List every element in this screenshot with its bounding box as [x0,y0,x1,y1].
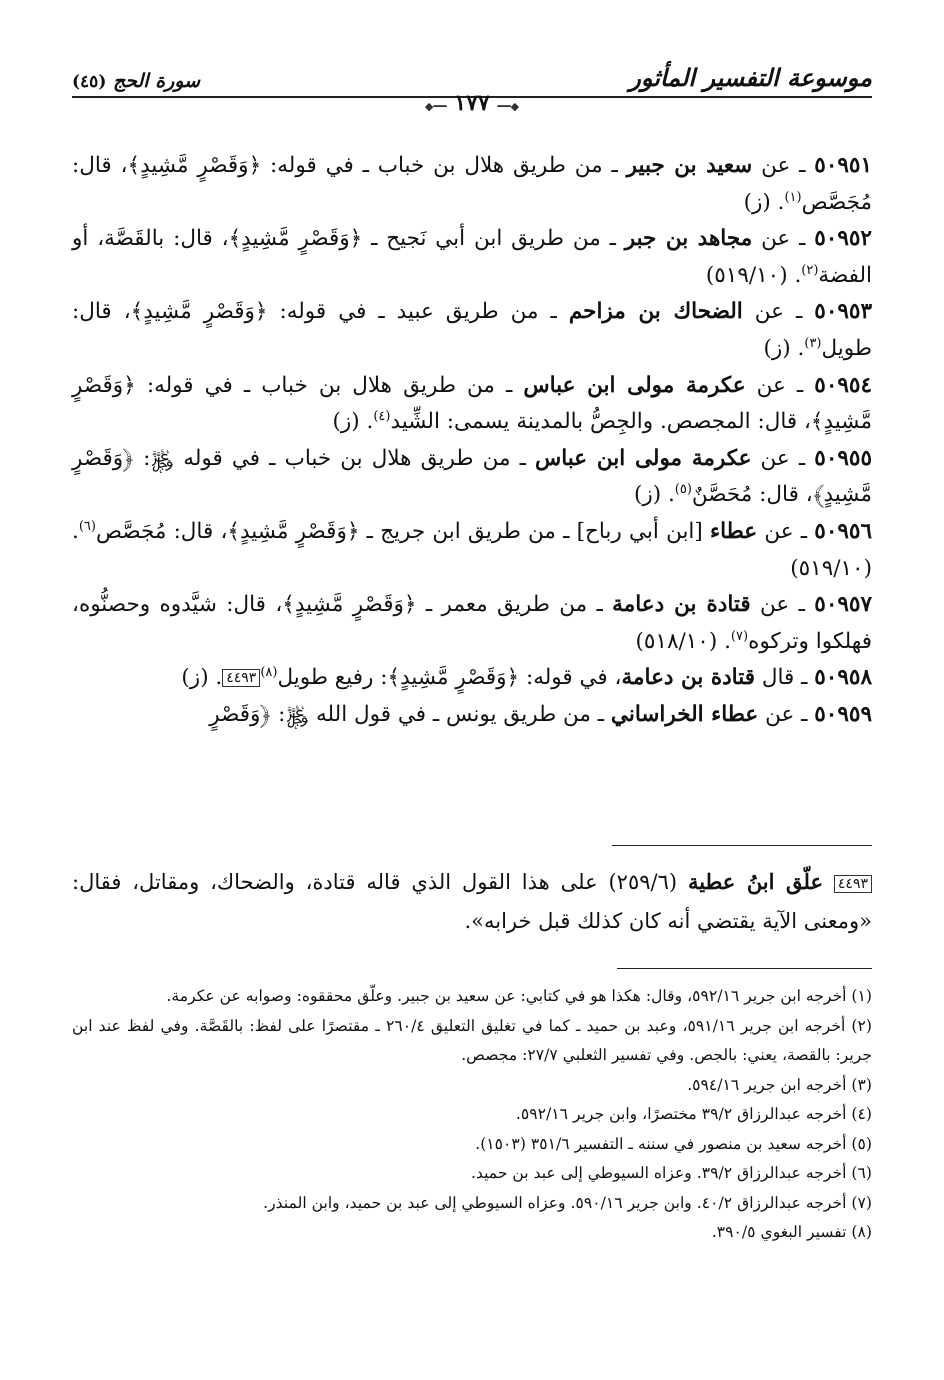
footnote: (٥) أخرجه سعيد بن منصور في سننه ـ التفسير ٣٥١/٦ (١٥٠٣). [475,1134,872,1153]
entry-source: . (ز) [181,665,223,691]
entry-text: ، قال: مُجَصَّص [95,518,228,544]
entry-text: ، في قوله: [519,665,622,691]
narrator-name: مجاهد بن جبر [624,226,753,252]
entry-number: ٥٠٩٥٨ [814,665,872,691]
entry-text: ـ قال [754,665,815,691]
entry-number: ٥٠٩٥٦ [814,518,873,544]
entry-text: : رفيع طويل [277,665,388,691]
entry-text: ، قال: بالقَصَّة، أو الفضة [72,226,872,288]
entry-number: ٥٠٩٥٧ [814,592,873,618]
entry-paragraph [72,660,872,697]
commentary-ref-box: ٤٤٩٣ [834,875,872,893]
entry-number: ٥٠٩٥٥ [814,445,873,471]
entry-source: . (ز) [633,482,675,508]
entry-paragraph [72,148,872,221]
book-title: موسوعة التفسير المأثور [629,63,872,92]
entry-text: ـ من طريق معمر ـ [416,592,613,618]
entry-text: ـ عن [745,372,815,398]
footnote-ref: (٦) [78,518,96,534]
entry-paragraph [72,441,872,514]
narrator-name: الضحاك بن مزاحم [568,299,743,325]
entry-text: [ابن أبي رباح] ـ من طريق ابن جريج ـ [359,518,710,544]
narrator-name: عكرمة مولى ابن عباس [523,372,746,398]
entry-source: . (٥١٩/١٠) [72,518,872,581]
entry-source: . (ز) [743,189,785,215]
entry-text: ـ من طريق هلال بن خباب ـ في قوله: [135,372,524,398]
entry-text: ـ من طريق عبيد ـ في قوله: [267,299,569,325]
entry-text: ـ من طريق يونس ـ في قول الله ﷿: [271,701,611,727]
entry-text: ـ عن [750,592,815,618]
footnote: (٦) أخرجه عبدالرزاق ٣٩/٢. وعزاه السيوطي إلى عبد بن حميد. [470,1164,872,1182]
footnote-ref: (٧) [730,628,749,644]
entry-paragraph [72,221,872,294]
entry-text: ، قال: مُحَصَّنٌ [691,482,813,508]
quran-quote: ﴿وَقَصْرٍ مَّشِيدٍ﴾ [130,299,268,325]
entry-source: . (ز) [332,409,374,435]
narrator-name: عطاء [710,518,758,544]
entry-text: ـ عن [758,701,815,727]
footnote-ref: (٣) [804,335,822,351]
entry-source: . (ز) [763,335,805,361]
entry-source: . (٥١٩/١٠) [705,262,802,288]
entry-text: ـ عن [752,226,815,252]
entry-text: ، قال: شيَّدوه وحصنُّوه، فهلكوا وتركوه [72,592,872,654]
entry-text: ـ من طريق هلال بن خباب ـ في قوله ﷿: [134,445,536,471]
page-number: ١٧٧ [454,90,490,116]
entry-text: ، قال: مُجَصَّص [72,153,872,215]
narrator-name: عكرمة مولى ابن عباس [535,445,752,471]
main-text [72,148,872,734]
entry-text: ـ من طريق هلال بن خباب ـ في قوله: [261,153,627,178]
quran-quote: ﴿وَقَصْرٍ مَّشِيدٍ﴾ [282,592,417,618]
footnote: (٤) أخرجه عبدالرزاق ٣٩/٢ مختصرًا، وابن جرير ٥٩٢/١٦. [515,1105,872,1123]
quran-quote: ﴿وَقَصْرٍ مَّشِيدٍ﴾ [127,153,262,178]
quran-quote: ﴿وَقَصْرٍ مَّشِيدٍ﴾ [227,518,360,544]
entry-number: ٥٠٩٥٤ [814,372,873,398]
entry-number: ٥٠٩٥٢ [814,226,872,252]
ornament-icon: ◆━━ [497,100,520,113]
entry-text: ، قال: المجصص. والجِصُّ بالمدينة يسمى: الشِّيد [390,409,811,435]
surah-number: (٤٥) [72,72,107,92]
entry-text: ـ عن [742,299,815,325]
footnote: (٨) تفسير البغوي ٣٩٠/٥. [711,1223,872,1241]
entry-text: ـ عن [751,445,815,471]
surah-label [72,70,200,92]
quran-quote: ﴿وَقَصْرٍ مَّشِيدٍ﴾ [72,372,872,435]
footnote-ref: (٨) [260,665,278,681]
narrator-name: قتادة بن دعامة [612,592,751,618]
page-number-line [0,90,944,116]
footnote-ref: (٥) [674,482,692,498]
entry-text: ـ من طريق ابن أبي نَجيح ـ [362,226,625,252]
footnote: (٣) أخرجه ابن جرير ٥٩٤/١٦. [687,1075,872,1094]
commentary-author: علّق ابنُ عطية [687,869,824,894]
ornament-icon: ━━◆ [424,100,447,113]
entry-text: ، قال: طويل [72,299,872,361]
quran-quote: ﴿وَقَصْرٍ [209,701,272,727]
commentary-ref-box: ٤٤٩٣ [222,669,260,687]
footnote-ref: (١) [784,189,802,205]
footnotes [72,982,872,1248]
quran-quote: ﴿وَقَصْرٍ مَّشِيدٍ﴾ [228,226,363,252]
entry-paragraph [72,587,872,660]
quran-quote: ﴿وَقَصْرٍ مَّشِيدٍ﴾ [72,445,872,508]
commentary-box [72,862,872,941]
entry-text: ـ عن [757,518,815,544]
narrator-name: عطاء الخراساني [610,701,759,727]
commentary-text: (٢٥٩/٦) على هذا القول الذي قاله قتادة، والضحاك، ومقاتل، فقال: «ومعنى الآية يقتضي أنه كان كذلك قبل خرابه». [72,870,872,933]
entry-paragraph [72,294,872,367]
entry-paragraph [72,697,872,734]
surah-name: سورة الحج [112,70,201,92]
entry-source: . (٥١٨/١٠) [635,628,731,654]
footnote-ref: (٢) [801,262,819,278]
narrator-name: قتادة بن دعامة [621,665,755,691]
footnote: (٢) أخرجه ابن جرير ٥٩١/١٦، وعبد بن حميد ـ كما في تغليق التعليق ٢٦٠/٤ ـ مقتصرًا على لفظ: بالقَصَّة. وفي لفظ عند ابن جرير: بالقصة، يعني: بالجص. وفي تفسير الثعلبي ٢٧/٧: مجصص. [72,1016,872,1064]
entry-number: ٥٠٩٥٣ [814,299,873,325]
entry-number: ٥٠٩٥١ [814,153,873,178]
footnote-ref: (٤) [373,409,391,424]
entry-number: ٥٠٩٥٩ [814,701,872,727]
entry-paragraph [72,514,872,587]
narrator-name: سعيد بن جبير [626,153,753,178]
footnote: (٧) أخرجه عبدالرزاق ٤٠/٢. وابن جرير ٥٩٠/١٦. وعزاه السيوطي إلى عبد بن حميد، وابن المنذر. [263,1193,872,1212]
footnote-divider [617,968,872,969]
footnote: (١) أخرجه ابن جرير ٥٩٢/١٦، وقال: هكذا هو في كتابي: عن سعيد بن جبير. وعلّق محققوه: وصوابه عن عكرمة. [166,987,872,1005]
entry-text: ـ عن [752,153,815,178]
entry-paragraph [72,368,872,441]
main-divider [72,845,872,846]
quran-quote: ﴿وَقَصْرٍ مَّشِيدٍ﴾ [387,665,520,691]
